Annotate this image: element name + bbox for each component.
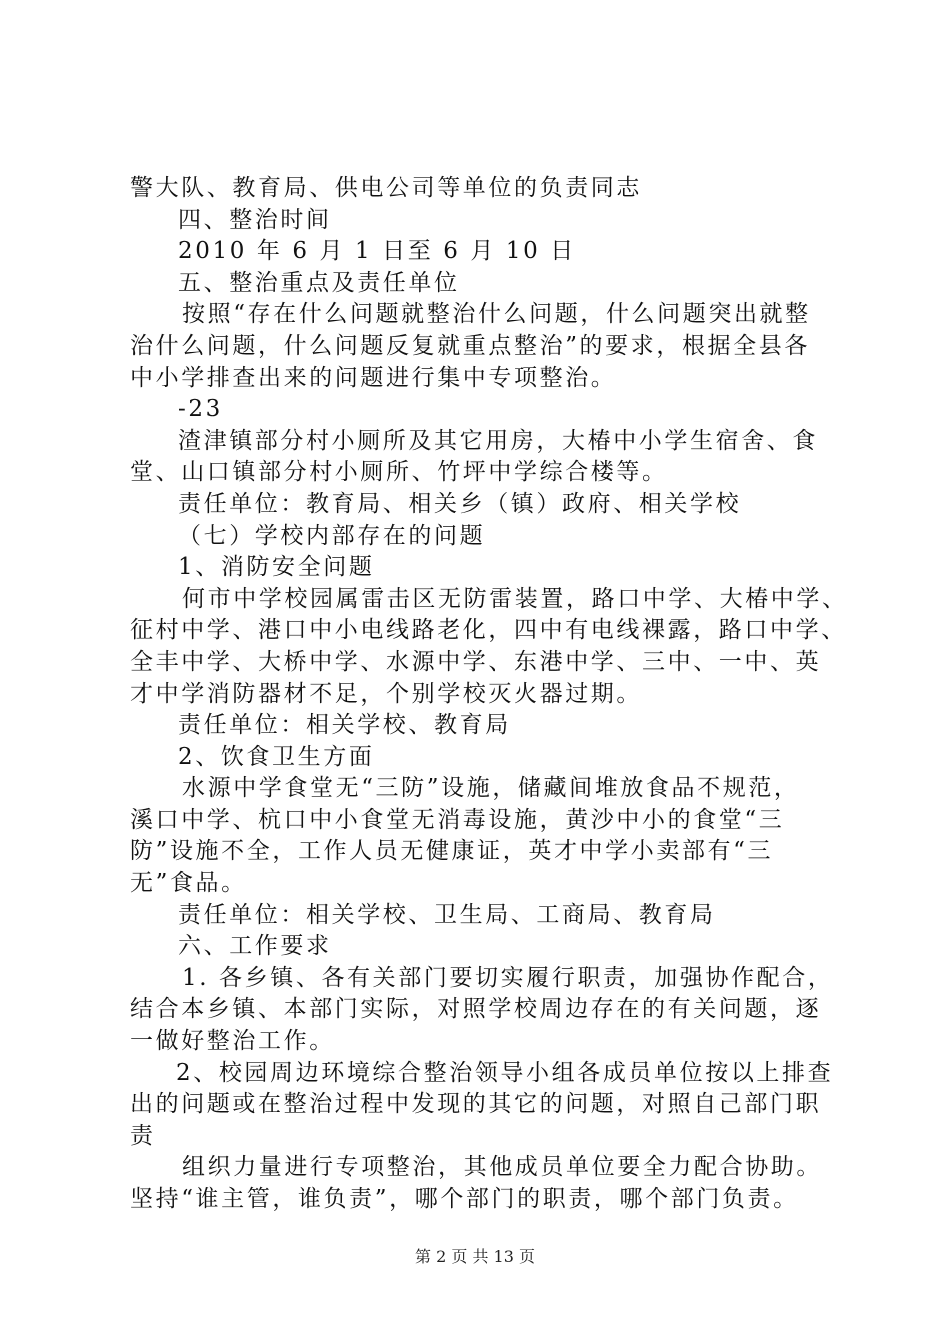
text-line: 1、消防安全问题 (178, 554, 375, 581)
text-line: 四、整治时间 (178, 206, 332, 233)
text-line: 水源中学食堂无“三防”设施，储藏间堆放食品不规范， (182, 775, 800, 802)
text-line: 组织力量进行专项整治，其他成员单位要全力配合协助。 (182, 1154, 822, 1181)
text-line: -23 (178, 396, 223, 423)
text-line: 堂、山口镇部分村小厕所、竹坪中学综合楼等。 (130, 459, 668, 486)
text-line: 治什么问题，什么问题反复就重点整治”的要求，根据全县各 (130, 332, 810, 359)
text-line: 全丰中学、大桥中学、水源中学、东港中学、三中、一中、英 (130, 648, 822, 675)
text-line: 无”食品。 (130, 870, 247, 897)
text-line: 按照“存在什么问题就整治什么问题，什么问题突出就整 (182, 301, 811, 328)
text-line: 防”设施不全，工作人员无健康证，英才中学小卖部有“三 (130, 838, 774, 865)
text-line: 五、整治重点及责任单位 (178, 269, 460, 296)
text-line: 1. 各乡镇、各有关部门要切实履行职责，加强协作配合， (182, 964, 834, 991)
text-line: 一做好整治工作。 (130, 1028, 335, 1055)
text-line: 结合本乡镇、本部门实际，对照学校周边存在的有关问题，逐 (130, 996, 822, 1023)
text-line: 溪口中学、杭口中小食堂无消毒设施，黄沙中小的食堂“三 (130, 806, 785, 833)
text-line: 渣津镇部分村小厕所及其它用房，大椿中小学生宿舍、食 (178, 427, 818, 454)
text-line: 出的问题或在整治过程中发现的其它的问题，对照自己部门职 (130, 1091, 822, 1118)
page-number-label: 第 2 页 共 13 页 (415, 1247, 535, 1266)
text-line: 警大队、教育局、供电公司等单位的负责同志 (130, 175, 642, 201)
text-line: 才中学消防器材不足，个别学校灭火器过期。 (130, 680, 642, 707)
text-line: 中小学排查出来的问题进行集中专项整治。 (130, 364, 617, 391)
page-footer (0, 1244, 950, 1267)
text-line: （七）学校内部存在的问题 (178, 522, 486, 549)
text-line: 坚持“谁主管，谁负责”，哪个部门的职责，哪个部门负责。 (130, 1186, 799, 1212)
document-body (130, 173, 848, 1216)
text-line: 责任单位：相关学校、卫生局、工商局、教育局 (178, 901, 716, 928)
text-line: 征村中学、港口中小电线路老化，四中有电线裸露，路口中学、 (130, 617, 847, 644)
text-line: 2、饮食卫生方面 (178, 743, 375, 770)
text-line: 责任单位：教育局、相关乡（镇）政府、相关学校 (178, 490, 742, 517)
text-line: 2、校园周边环境综合整治领导小组各成员单位按以上排查 (176, 1059, 834, 1086)
text-line: 责 (130, 1122, 156, 1149)
text-line: 何市中学校园属雷击区无防雷装置，路口中学、大椿中学、 (182, 585, 848, 612)
text-line: 2010 年 6 月 1 日至 6 月 10 日 (178, 238, 576, 265)
text-line: 责任单位：相关学校、教育局 (178, 712, 511, 739)
text-line: 六、工作要求 (178, 933, 332, 960)
